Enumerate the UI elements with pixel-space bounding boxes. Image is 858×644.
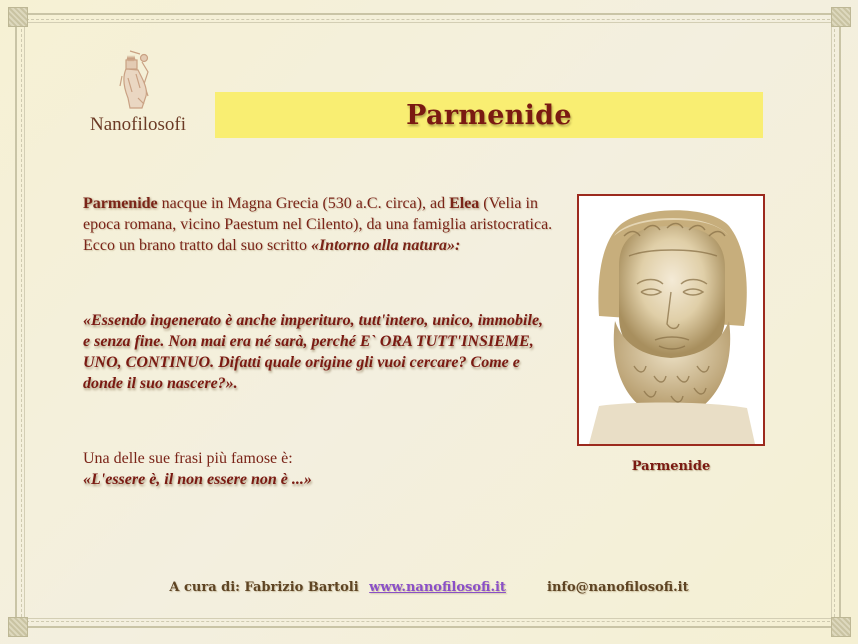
philosopher-statue-icon [118,48,158,110]
title-band [215,92,763,138]
marble-bust-image [579,196,763,444]
frame-corner-ornament-icon [831,617,851,637]
quote-paragraph: «Essendo ingenerato è anche imperituro, tutt'intero, unico, immobile, e senza fine. Non mai era né sarà, perché E` ORA TUTT'INSIEME, UNO, CONTINUO. Difatti quale origine gli vuoi cercare? Come e donde il suo nascere?». [83,312,544,392]
intro-place: Elea [449,195,480,212]
portrait-caption: Parmenide [631,459,711,474]
intro-name: Parmenide [83,195,158,212]
famous-phrase-lead: Una delle sue frasi più famose è: [83,450,293,467]
website-link[interactable]: www.nanofilosofi.it [369,580,506,595]
footer [0,580,858,595]
intro-text-2: (Velia in epoca romana, vicino Paestum nel Cilento), da una famiglia aristocratica. Ecco un brano tratto dal suo scritto [83,195,553,254]
famous-phrase [83,448,553,490]
footer-email: info@nanofilosofi.it [547,580,689,595]
frame-corner-ornament-icon [8,617,28,637]
intro-work-title: «Intorno alla natura»: [310,237,461,254]
logo-text: Nanofilosofi [89,114,187,135]
intro-text-1: nacque in Magna Grecia (530 a.C. circa), ad [157,195,450,212]
intro-paragraph [83,193,553,256]
logo [78,48,198,136]
page-title: Parmenide [406,99,572,131]
frame-corner-ornament-icon [831,7,851,27]
famous-phrase-quote: «L'essere è, il non essere non è ...» [83,471,312,488]
portrait-image [577,194,765,446]
footer-credit: A cura di: Fabrizio Bartoli [169,580,359,595]
frame-corner-ornament-icon [8,7,28,27]
